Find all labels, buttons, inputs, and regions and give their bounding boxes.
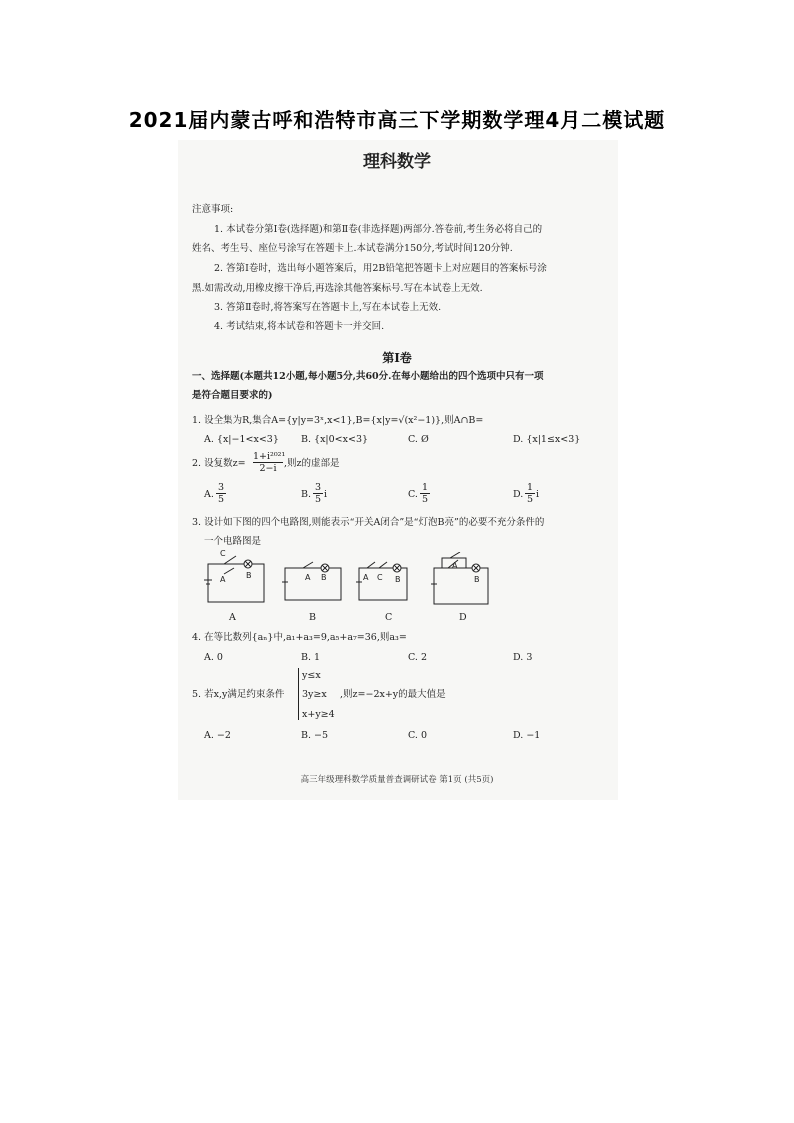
q1-option-d: D. {x|1≤x<3} [513,434,581,445]
q2-denominator: 2−i [253,462,283,474]
circuit-label-c: C [385,612,393,623]
circuit-d-switch-a: A [452,561,458,570]
q2-option-d-fraction [525,482,535,505]
circuit-d-bulb: B [474,575,480,584]
circuit-a-switch-c: C [220,550,226,558]
q4-option-d: D. 3 [513,652,533,663]
circuit-label-a: A [229,612,236,623]
q5-constraint-1: y≤x [302,670,321,681]
notes-heading: 注意事项: [192,204,234,215]
q5-constraint-3: x+y≥4 [302,709,335,720]
q5-constraint-brace [298,668,299,720]
q4-option-a: A. 0 [204,652,223,663]
q2-a-num: 3 [217,482,225,493]
q2-c-num: 1 [421,482,429,493]
circuit-diagram-b [281,560,347,606]
note-3: 3. 答第Ⅱ卷时,将答案写在答题卡上,写在本试卷上无效. [214,302,442,313]
note-2b: 黑.如需改动,用橡皮擦干净后,再选涂其他答案标号.写在本试卷上无效. [192,283,483,294]
circuit-c-switch-a: A [363,573,369,582]
circuit-c-bulb: B [395,575,401,584]
q5-option-b: B. −5 [301,730,329,741]
circuit-diagram-c [355,558,413,606]
circuit-a-switch-a: A [220,575,226,584]
note-1a: 1. 本试卷分第Ⅰ卷(选择题)和第Ⅱ卷(非选择题)两部分.答卷前,考生务必将自己的 [214,224,543,235]
q2-stem-pre: 2. 设复数z= [192,458,246,469]
q4-option-b: B. 1 [301,652,321,663]
q4-stem: 4. 在等比数列{aₙ}中,a₁+a₃=9,a₅+a₇=36,则a₃= [192,632,407,643]
page-footer: 高三年级理科数学质量普查调研试卷 第1页 (共5页) [300,775,494,785]
q1-option-b: B. {x|0<x<3} [301,434,369,445]
q2-option-c-label: C. [408,489,418,500]
note-2a: 2. 答第Ⅰ卷时，选出每小题答案后，用2B铅笔把答题卡上对应题目的答案标号涂 [214,263,547,274]
q2-option-a-fraction [216,482,226,505]
q2-d-den: 5 [526,494,534,505]
exam-subject: 理科数学 [363,152,431,172]
document-title: 2021届内蒙古呼和浩特市高三下学期数学理4月二模试题 [128,108,666,132]
part-instruction-a: 一、选择题(本题共12小题,每小题5分,共60分.在每小题给出的四个选项中只有一项 [192,371,544,382]
circuit-b-bulb: B [321,573,327,582]
q5-option-a: A. −2 [204,730,231,741]
q5-option-d: D. −1 [513,730,541,741]
q2-option-b-fraction [313,482,323,505]
q2-option-c-fraction [420,482,430,505]
q3-stem-b: 一个电路图是 [204,536,262,547]
circuit-diagram-d [430,552,492,608]
section-title: 第Ⅰ卷 [382,351,412,365]
q1-option-c: C. Ø [408,434,429,445]
circuit-c-switch-c: C [377,573,383,582]
q2-b-num: 3 [314,482,322,493]
circuit-a-bulb: B [246,571,252,580]
circuit-label-b: B [309,612,316,623]
q2-option-d-label: D. [513,489,524,500]
circuit-b-switch-a: A [305,573,311,582]
q3-stem-a: 3. 设计如下图的四个电路图,则能表示“开关A闭合”是“灯泡B亮”的必要不充分条件的 [192,517,545,528]
q2-c-den: 5 [421,494,429,505]
q2-numerator: 1+i²⁰²¹ [253,451,286,462]
q5-stem-pre: 5. 若x,y满足约束条件 [192,689,285,700]
q2-d-num: 1 [526,482,534,493]
q5-stem-post: ,则z=−2x+y的最大值是 [340,689,446,700]
q2-option-b-label: B. [301,489,312,500]
scanned-exam-page [178,140,618,800]
q2-b-suffix: i [324,489,328,500]
q2-fraction [253,451,286,474]
q1-option-a: A. {x|−1<x<3} [204,434,279,445]
circuit-diagram-a [202,550,272,606]
q2-d-suffix: i [536,489,540,500]
note-1b: 姓名、考生号、座位号涂写在答题卡上.本试卷满分150分,考试时间120分钟. [192,243,513,254]
circuit-label-d: D [459,612,467,623]
part-instruction-b: 是符合题目要求的) [192,390,273,401]
q2-option-a-label: A. [204,489,214,500]
note-4: 4. 考试结束,将本试卷和答题卡一并交回. [214,321,385,332]
q4-option-c: C. 2 [408,652,428,663]
q5-option-c: C. 0 [408,730,428,741]
q2-stem-post: ,则z的虚部是 [284,458,340,469]
q2-b-den: 5 [314,494,322,505]
q1-stem: 1. 设全集为R,集合A={y|y=3ˣ,x<1},B={x|y=√(x²−1)},则A∩B= [192,415,484,426]
q5-constraint-2: 3y≥x [302,689,327,700]
q2-a-den: 5 [217,494,225,505]
